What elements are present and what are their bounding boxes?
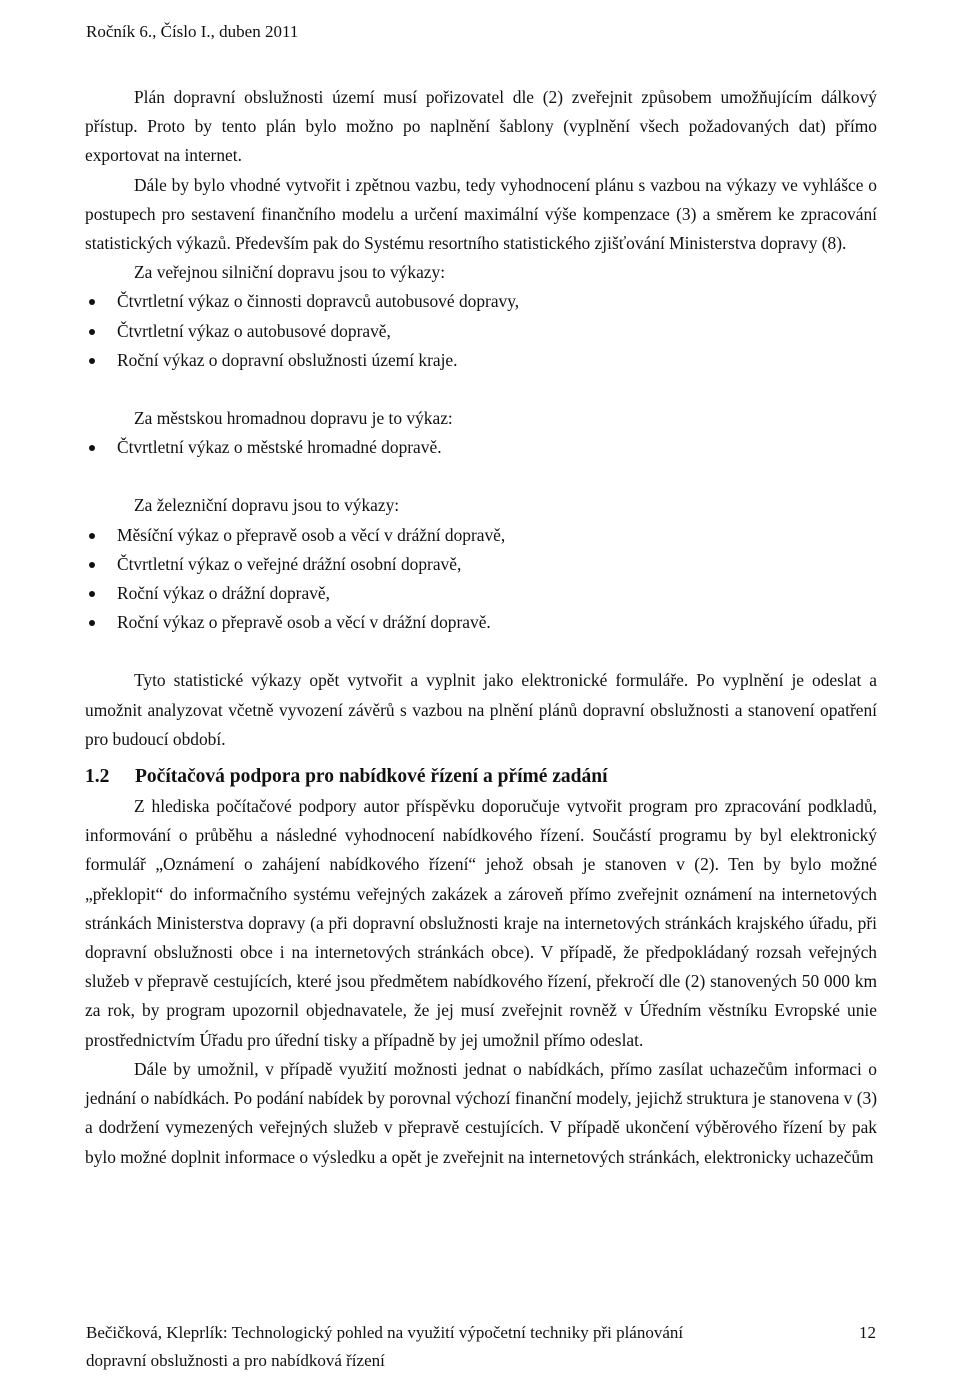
list-item: Roční výkaz o drážní dopravě, (85, 579, 877, 608)
paragraph: Dále by bylo vhodné vytvořit i zpětnou vazbu, tedy vyhodnocení plánu s vazbou na výkazy ve vyhlášce o postupech pro sestavení finančního modelu a určení maximální výše kompenzace (3) a směrem ke zpracování statistických výkazů. Především pak do Systému resortního statistického zjišťování Ministerstva dopravy (8). (85, 174, 877, 254)
rail-reports-intro: Za železniční dopravu jsou to výkazy: (134, 495, 400, 516)
spacer (85, 462, 877, 491)
page-content (85, 83, 877, 1172)
spacer (85, 637, 877, 666)
paragraph: Dále by umožnil, v případě využití možnosti jednat o nabídkách, přímo zasílat uchazečům informaci o jednání o nabídkách. Po podání nabídek by porovnal výchozí finanční modely, jejichž struktura je stanovena v (3) a dodržení vymezených veřejných služeb v přepravě cestujících. V případě ukončení výběrového řízení by pak bylo možné doplnit informace o výsledku a opět je zveřejnit na internetových stránkách, elektronicky uchazečům (85, 1058, 877, 1167)
city-reports-list (85, 433, 877, 462)
page-footer (86, 1319, 878, 1375)
section-title: Počítačová podpora pro nabídkové řízení a přímé zadání (135, 766, 608, 788)
section-heading (85, 762, 877, 792)
list-item: Čtvrtletní výkaz o městské hromadné dopravě. (85, 433, 877, 462)
list-item: Čtvrtletní výkaz o veřejné drážní osobní dopravě, (85, 550, 877, 579)
list-item: Měsíční výkaz o přepravě osob a věcí v drážní dopravě, (85, 521, 877, 550)
rail-reports-list (85, 521, 877, 638)
city-reports-intro: Za městskou hromadnou dopravu je to výkaz: (134, 408, 453, 429)
list-item: Čtvrtletní výkaz o činnosti dopravců autobusové dopravy, (85, 287, 877, 316)
paragraph: Tyto statistické výkazy opět vytvořit a vyplnit jako elektronické formuláře. Po vyplnění je odeslat a umožnit analyzovat včetně vyvození závěrů s vazbou na plnění plánů dopravní obslužnosti a stanovení opatření pro budoucí období. (85, 670, 877, 749)
paragraph: Z hlediska počítačové podpory autor příspěvku doporučuje vytvořit program pro zpracování podkladů, informování o průběhu a následné vyhodnocení nabídkového řízení. Součástí programu by byl elektronický formulář „Oznámení o zahájení nabídkového řízení“ jehož obsah je stanoven v (2). Ten by bylo možné „překlopit“ do informačního systému veřejných zakázek a zároveň přímo zveřejnit oznámení na internetových stránkách Ministerstva dopravy (a při dopravní obslužnosti kraje na internetových stránkách krajského úřadu, při dopravní obslužnosti obce i na internetových stránkách obce). V případě, že předpokládaný rozsah veřejných služeb v přepravě cestujících, které jsou předmětem nabídkového řízení, překročí dle (2) stanovených 50 000 km za rok, by program upozornil objednavatele, že jej musí zveřejnit rovněž v Úředním věstníku Evropské unie prostřednictvím Úřadu pro úřední tisky a případně by jej umožnil přímo odeslat. (85, 796, 877, 1050)
footer-title-continued: dopravní obslužnosti a pro nabídková řízení (86, 1351, 385, 1370)
road-reports-intro: Za veřejnou silniční dopravu jsou to výkazy: (134, 262, 446, 283)
road-reports-list (85, 287, 877, 375)
list-item: Roční výkaz o dopravní obslužnosti území kraje. (85, 346, 877, 375)
running-header: Ročník 6., Číslo I., duben 2011 (86, 22, 299, 41)
page-number: 12 (859, 1323, 876, 1342)
list-item: Roční výkaz o přepravě osob a věcí v drážní dopravě. (85, 608, 877, 637)
spacer (85, 375, 877, 404)
list-item: Čtvrtletní výkaz o autobusové dopravě, (85, 317, 877, 346)
paragraph: Plán dopravní obslužnosti území musí pořizovatel dle (2) zveřejnit způsobem umožňujícím dálkový přístup. Proto by tento plán bylo možno po naplnění šablony (vyplnění všech požadovaných dat) přímo exportovat na internet. (85, 87, 877, 166)
footer-authors-title: Bečičková, Kleprlík: Technologický pohled na využití výpočetní techniky při plánování (86, 1323, 684, 1342)
section-number: 1.2 (85, 766, 110, 788)
